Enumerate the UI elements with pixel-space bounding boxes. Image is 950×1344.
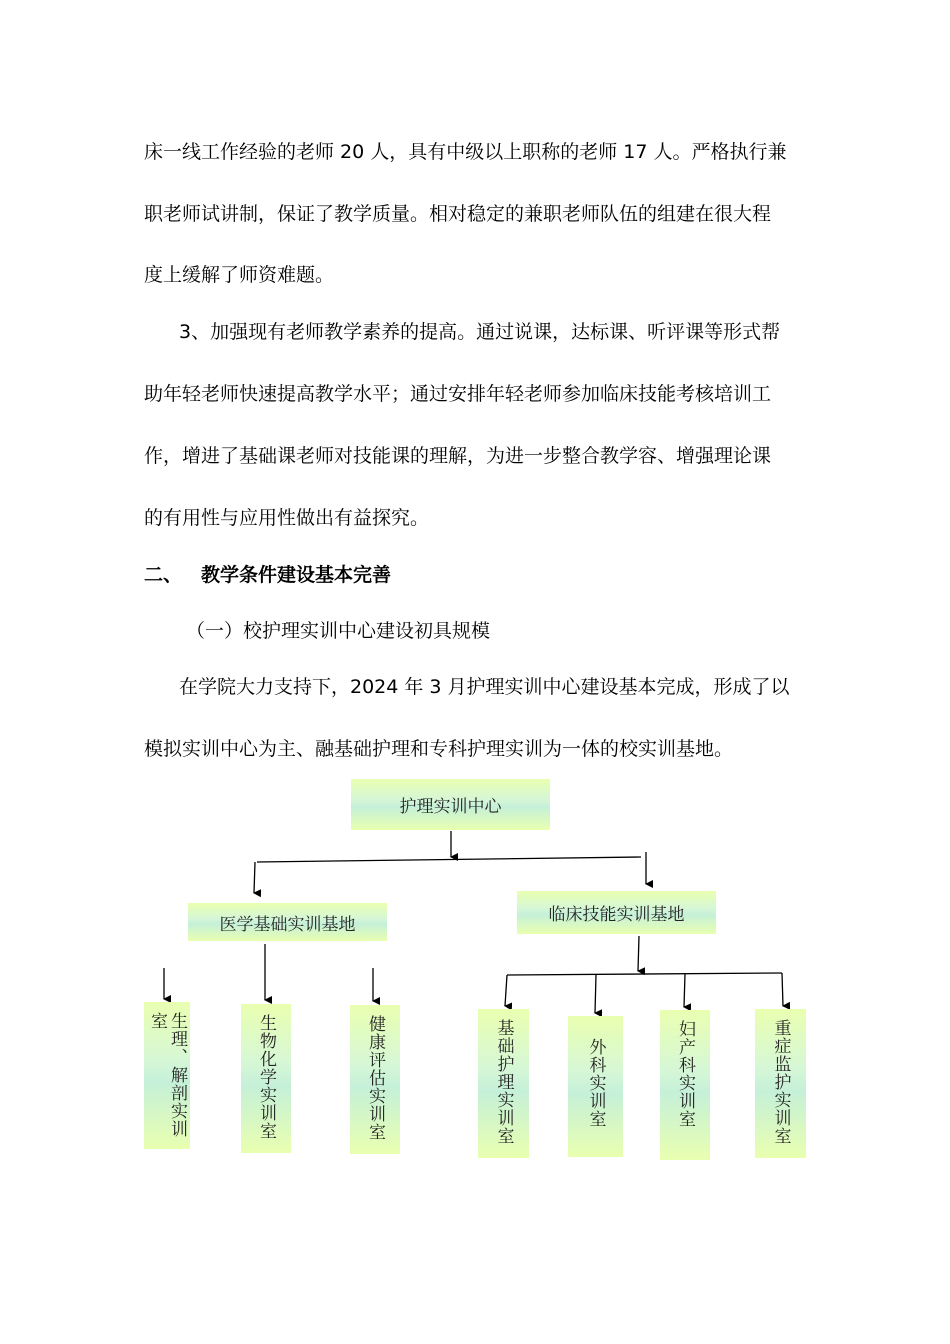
org-branch-right-label: 临床技能实训基地 (548, 905, 685, 925)
text-line: 在学院大力支持下，2024 年 3 月护理实训中心建设基本完成，形成了以 (179, 676, 790, 698)
org-root-label: 护理实训中心 (399, 797, 502, 817)
text-line: 的有用性与应用性做出有益探究。 (144, 507, 430, 529)
org-leaf-node (241, 1004, 291, 1153)
org-branch-left-node (188, 903, 387, 941)
text-line: 模拟实训中心为主、融基础护理和专科护理实训为一体的校实训基地。 (144, 738, 734, 760)
org-leaf-label: 健康评估实训室 (365, 1015, 385, 1141)
org-leaf-node (755, 1009, 806, 1158)
org-leaf-label: 妇产科实训室 (675, 1020, 695, 1128)
section-title: 教学条件建设基本完善 (201, 564, 392, 586)
org-branch-right-node (517, 891, 716, 934)
text-line: 助年轻老师快速提高教学水平；通过安排年轻老师参加临床技能考核培训工 (144, 383, 772, 405)
org-leaf-node (350, 1005, 400, 1154)
text-line: 职老师试讲制，保证了教学质量。相对稳定的兼职老师队伍的组建在很大程 (144, 203, 772, 225)
org-leaf-node (660, 1010, 710, 1160)
org-leaf-label: 生物化学实训室 (256, 1014, 276, 1140)
org-branch-left-label: 医学基础实训基地 (219, 914, 356, 935)
org-leaf-label: 基础护理实训室 (493, 1019, 514, 1145)
text-line: 3、加强现有老师教学素养的提高。通过说课，达标课、听评课等形式帮 (179, 321, 781, 343)
org-leaf-label: 重症监护实训室 (770, 1019, 791, 1145)
text-line: 作，增进了基础课老师对技能课的理解，为进一步整合教学容、增强理论课 (144, 445, 772, 467)
subsection-heading: （一）校护理实训中心建设初具规模 (186, 620, 491, 642)
org-leaf-label: 外科实训室 (585, 1038, 606, 1128)
org-leaf-label: 生理、解剖实训室 (147, 1012, 187, 1138)
org-leaf-node (568, 1016, 623, 1157)
text-line: 度上缓解了师资难题。 (144, 264, 335, 286)
org-leaf-node (478, 1009, 529, 1158)
org-root-node (351, 779, 550, 830)
section-number: 二、 (144, 564, 183, 586)
org-leaf-node (144, 1002, 190, 1149)
text-line: 床一线工作经验的老师 20 人，具有中级以上职称的老师 17 人。严格执行兼 (144, 141, 787, 163)
